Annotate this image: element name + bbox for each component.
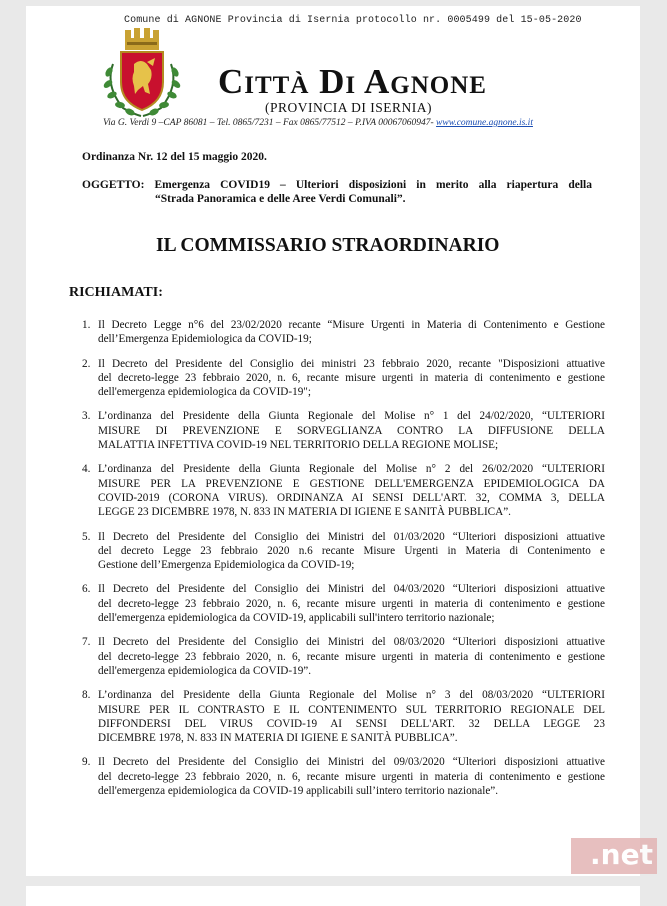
recitals-list bbox=[82, 318, 605, 808]
list-item-line: del decreto Legge 23 febbraio 2020 n.6 recante Misure Urgenti in Materia di Contenimento e bbox=[98, 544, 605, 557]
list-item-number: 4. bbox=[82, 463, 91, 476]
list-item bbox=[82, 635, 605, 678]
list-item-line: del decreto-legge 23 febbraio 2020, n. 6, recante misure urgenti in materia di contenimento e gestione bbox=[98, 371, 605, 384]
document-heading: IL COMMISSARIO STRAORDINARIO bbox=[156, 235, 500, 256]
subject-line-2: “Strada Panoramica e delle Aree Verdi Comunali”. bbox=[155, 193, 406, 205]
list-item-line: L’ordinanza del Presidente della Giunta Regionale del Molise n° 1 del 24/02/2020, “ULTERIORI bbox=[98, 410, 605, 423]
list-item-line: del decreto-legge 23 febbraio 2020, n. 6, recante misure urgenti in materia di contenimento e gestione bbox=[98, 650, 605, 663]
list-item-line: MALATTIA INFETTIVA COVID-19 NEL TERRITORIO DELLA REGIONE MOLISE; bbox=[98, 439, 499, 452]
list-item-line: dell'emergenza epidemiologica da COVID-19"; bbox=[98, 386, 311, 399]
address-text: Via G. Verdi 9 –CAP 86081 – Tel. 0865/7231 – Fax 0865/77512 – P.IVA 00067060947- bbox=[103, 118, 437, 128]
address-line bbox=[103, 118, 533, 128]
list-item-number: 8. bbox=[82, 689, 91, 702]
list-item-line: dell'emergenza epidemiologica da COVID-19, applicabili sull'intero territorio nazionale; bbox=[98, 612, 495, 625]
list-item-line: dell'emergenza epidemiologica da COVID-19 applicabili sull’intero territorio nazionale”. bbox=[98, 785, 499, 798]
list-item-number: 7. bbox=[82, 636, 91, 649]
list-item-line: Il Decreto del Presidente del Consiglio dei Ministri del 04/03/2020 “Ulteriori disposizioni attuative bbox=[98, 583, 605, 596]
list-item bbox=[82, 530, 605, 573]
list-item-line: DICEMBRE 1978, N. 833 IN MATERIA DI IGIENE E SANITÀ PUBBLICA”. bbox=[98, 732, 458, 745]
list-item-line: LEGGE 23 DICEMBRE 1978, N. 833 IN MATERIA DI IGIENE E SANITÀ PUBBLICA”. bbox=[98, 506, 511, 519]
list-item-line: COVID-2019 (CORONA VIRUS). ORDINANZA AI SENSI DELL'ART. 32, COMMA 3, DELLA bbox=[98, 491, 605, 504]
list-item-line: MISURE PER IL CONTRASTO E IL CONTENIMENTO SUL TERRITORIO REGIONALE DEL bbox=[98, 703, 605, 716]
list-item-line: del decreto-legge 23 febbraio 2020, n. 6, recante misure urgenti in materia di contenimento e gestione bbox=[98, 597, 605, 610]
list-item-line: MISURE DI PREVENZIONE E SORVEGLIANZA CONTRO LA DIFFUSIONE DELLA bbox=[98, 424, 605, 437]
town-name bbox=[218, 62, 487, 102]
list-item bbox=[82, 462, 605, 519]
list-item bbox=[82, 688, 605, 745]
list-item bbox=[82, 755, 605, 798]
list-item bbox=[82, 318, 605, 347]
list-item-line: DIFFONDERSI DEL VIRUS COVID-19 AI SENSI DELL'ART. 32 DELLA LEGGE 23 bbox=[98, 717, 605, 730]
list-item bbox=[82, 357, 605, 400]
list-item-line: del decreto-legge 23 febbraio 2020, n. 6, recante misure urgenti in materia di contenimento e gestione bbox=[98, 770, 605, 783]
list-item-line: Il Decreto del Presidente del Consiglio dei Ministri del 08/03/2020 “Ulteriori disposizioni attuative bbox=[98, 636, 605, 649]
list-item-number: 1. bbox=[82, 319, 91, 331]
list-item-number: 3. bbox=[82, 410, 91, 423]
list-item-line: dell'emergenza epidemiologica da COVID-19”. bbox=[98, 664, 312, 677]
list-item-line: Il Decreto del Presidente del Consiglio dei ministri 23 febbraio 2020, recante "Disposizioni attuative bbox=[98, 357, 605, 370]
list-item-line: L’ordinanza del Presidente della Giunta Regionale del Molise n° 2 del 26/02/2020 “ULTERIORI bbox=[98, 463, 605, 476]
protocol-stamp: Comune di AGNONE Provincia di Isernia protocollo nr. 0005499 del 15-05-2020 bbox=[124, 15, 582, 26]
list-item-line: Gestione dell’Emergenza Epidemiologica da COVID-19; bbox=[98, 559, 355, 572]
next-page-edge bbox=[26, 886, 640, 906]
list-item-line: L’ordinanza del Presidente della Giunta Regionale del Molise n° 3 del 08/03/2020 “ULTERIORI bbox=[98, 689, 605, 702]
ordinance-subject bbox=[82, 178, 592, 206]
list-item-line: Il Decreto Legge n°6 del 23/02/2020 recante “Misure Urgenti in Materia di Contenimento e Gestione bbox=[98, 319, 605, 331]
section-title: RICHIAMATI: bbox=[69, 285, 163, 300]
subject-line-1: OGGETTO: Emergenza COVID19 – Ulteriori disposizioni in merito alla riapertura della bbox=[82, 179, 592, 191]
list-item-number: 2. bbox=[82, 357, 91, 370]
list-item bbox=[82, 409, 605, 452]
list-item-line: Il Decreto del Presidente del Consiglio dei Ministri del 09/03/2020 “Ulteriori disposizioni attuative bbox=[98, 756, 605, 769]
list-item bbox=[82, 582, 605, 625]
list-item-line: dell’Emergenza Epidemiologica da COVID-19; bbox=[98, 333, 312, 346]
list-item-line: Il Decreto del Presidente del Consiglio dei Ministri del 01/03/2020 “Ulteriori disposizioni attuative bbox=[98, 530, 605, 543]
watermark-logo: .net bbox=[571, 838, 657, 874]
list-item-number: 5. bbox=[82, 530, 91, 543]
list-item-number: 6. bbox=[82, 583, 91, 596]
ordinance-number: Ordinanza Nr. 12 del 15 maggio 2020. bbox=[82, 151, 267, 163]
list-item-line: MISURE PER LA PREVENZIONE E GESTIONE DELL'EMERGENZA EPIDEMIOLOGICA DA bbox=[98, 477, 605, 490]
town-name-text: Città Di Agnone bbox=[218, 62, 487, 101]
province-label: (PROVINCIA DI ISERNIA) bbox=[265, 100, 432, 115]
city-crest-icon bbox=[101, 24, 183, 120]
website-link[interactable]: www.comune.agnone.is.it bbox=[436, 118, 533, 128]
list-item-number: 9. bbox=[82, 756, 91, 769]
